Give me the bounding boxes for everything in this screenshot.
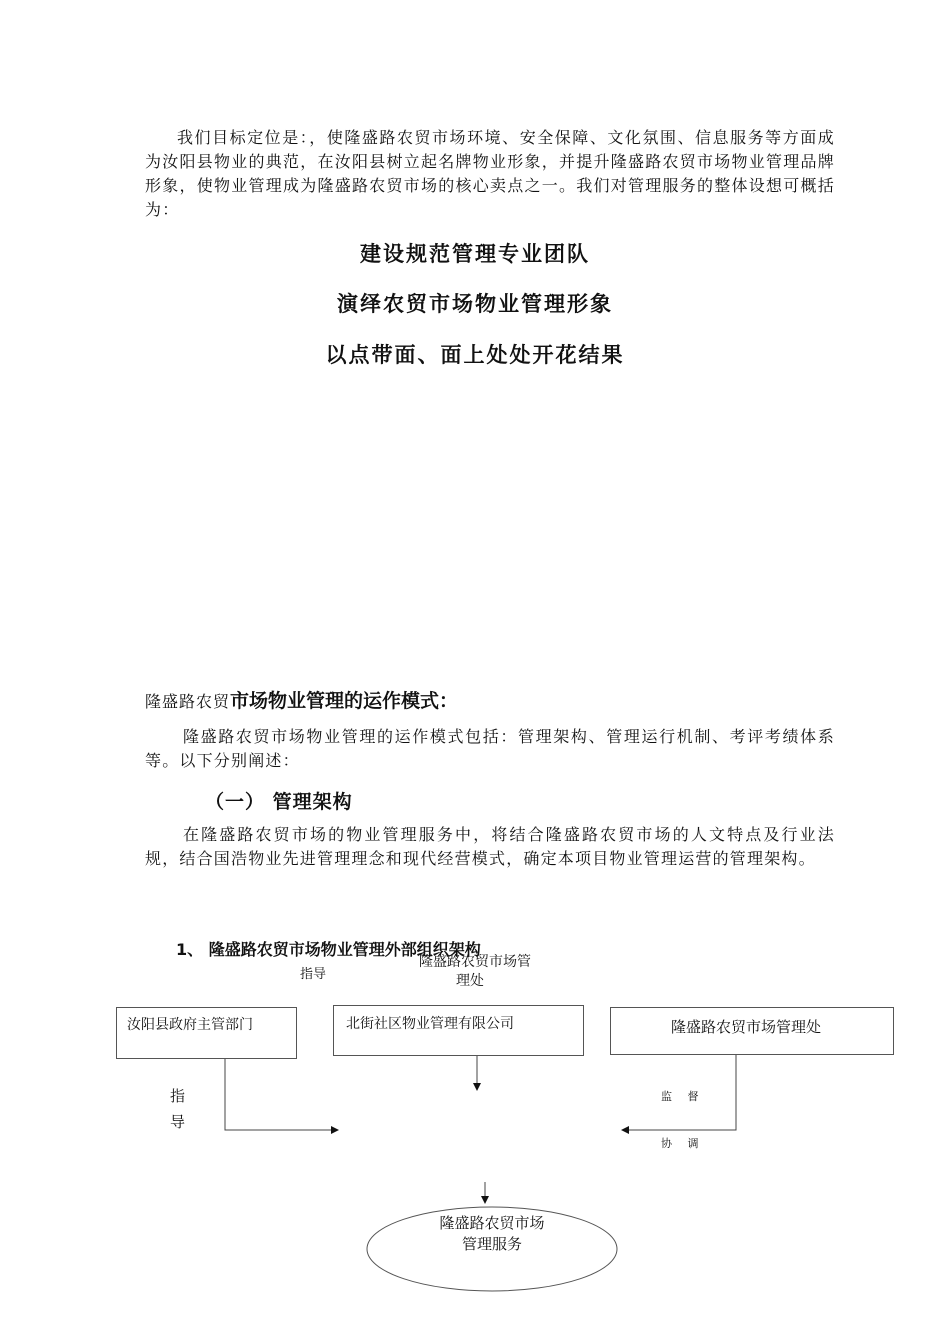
intro-paragraph: 我们目标定位是：，使隆盛路农贸市场环境、安全保障、文化氛围、信息服务等方面成为汝阳县物业的典范，在汝阳县树立起名牌物业形象，并提升隆盛路农贸市场物业管理品牌形象，使物业管理成为隆盛路农贸市场的核心卖点之一。我们对管理服务的整体设想可概括为： bbox=[145, 128, 835, 219]
slogan-3: 以点带面、面上处处开花结果 bbox=[325, 343, 625, 367]
management-paragraph: 在隆盛路农贸市场的物业管理服务中，将结合隆盛路农贸市场的人文特点及行业法规，结合国浩物业先进管理理念和现代经营模式，确定本项目物业管理运营的管理架构。 bbox=[145, 825, 835, 868]
slogan-1: 建设规范管理专业团队 bbox=[360, 242, 590, 266]
connector-left bbox=[225, 1059, 338, 1130]
supervise-label: 监 督 bbox=[661, 1090, 705, 1103]
ellipse-line-1: 隆盛路农贸市场 bbox=[439, 1214, 545, 1232]
org-chart-title: 1、 隆盛路农贸市场物业管理外部组织架构 bbox=[176, 940, 481, 959]
ellipse-text bbox=[402, 1213, 582, 1255]
section-title-main: 市场物业管理的运作模式： bbox=[230, 690, 459, 712]
top-label-line-2: 理处 bbox=[456, 973, 484, 989]
ellipse-line-2: 管理服务 bbox=[461, 1235, 522, 1253]
section-paragraph: 隆盛路农贸市场物业管理的运作模式包括：管理架构、管理运行机制、考评考绩体系等。以下分别阐述： bbox=[145, 727, 835, 770]
top-label-line-1: 隆盛路农贸市场管 bbox=[419, 954, 531, 970]
box-property-company-label: 北街社区物业管理有限公司 bbox=[346, 1016, 514, 1032]
guide-char-2: 导 bbox=[170, 1113, 186, 1131]
slogan-2: 演绎农贸市场物业管理形象 bbox=[337, 292, 613, 316]
guide-char-1: 指 bbox=[170, 1087, 186, 1105]
box-market-office-label: 隆盛路农贸市场管理处 bbox=[671, 1018, 822, 1036]
box-government-dept-label: 汝阳县政府主管部门 bbox=[127, 1017, 253, 1033]
coordinate-label: 协 调 bbox=[661, 1137, 705, 1150]
guide-vertical-label bbox=[170, 1083, 185, 1135]
subheading-management-structure: （一） 管理架构 bbox=[205, 791, 353, 813]
top-label-guide: 指导 bbox=[300, 967, 327, 982]
section-title-prefix: 隆盛路农贸 bbox=[145, 692, 231, 711]
